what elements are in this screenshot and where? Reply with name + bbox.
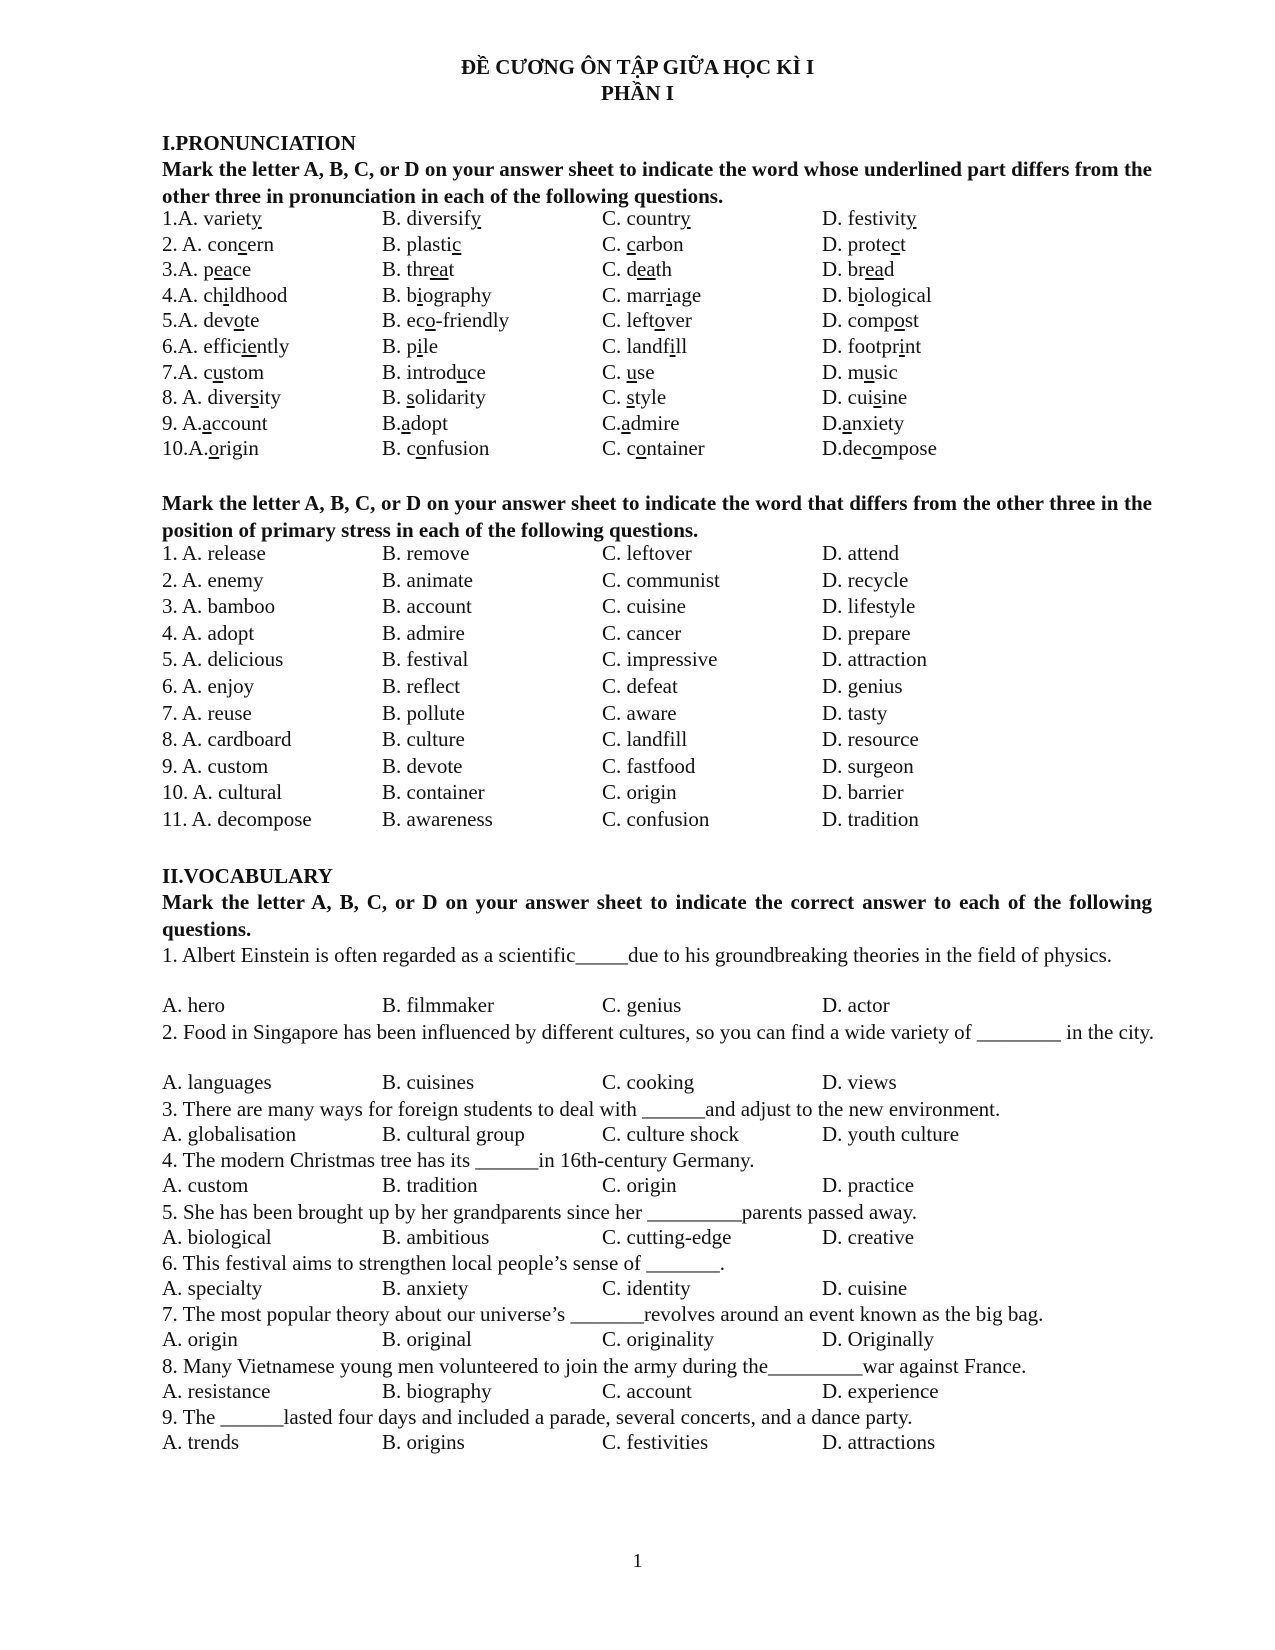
option-b: B. container — [382, 780, 485, 805]
option-a: 7.A. custom — [162, 359, 265, 384]
option-a: 5.A. devote — [162, 308, 260, 333]
underlined-part: s — [250, 385, 259, 410]
option-d: D. resource — [822, 727, 919, 752]
option-a: A. languages — [162, 1070, 272, 1094]
option-b: B. account — [382, 594, 472, 619]
option-a: 2. A. enemy — [162, 567, 264, 592]
question-row — [162, 807, 1152, 834]
question-text: 9. The ______lasted four days and included a parade, several concerts, and a dance party. — [162, 1405, 913, 1429]
underlined-part: ea — [865, 257, 884, 282]
question-row — [162, 674, 1152, 701]
option-c: C. landfill — [602, 727, 688, 752]
question-row — [162, 283, 1152, 310]
option-b: B. tradition — [382, 1172, 478, 1197]
question-text: 4. The modern Christmas tree has its ______in 16th-century Germany. — [162, 1148, 755, 1172]
answer-options — [162, 1122, 1152, 1149]
option-d: D. surgeon — [822, 753, 914, 778]
page-number: 1 — [632, 1550, 643, 1572]
underlined-part: i — [899, 334, 905, 358]
option-b: B. anxiety — [382, 1275, 469, 1300]
option-c: C. marriage — [602, 282, 702, 307]
option-b: B. introduce — [382, 359, 486, 384]
answer-options — [162, 993, 1152, 1020]
option-c: C. cooking — [602, 1070, 695, 1094]
question-row — [162, 308, 1152, 335]
underlined-part: s — [406, 385, 415, 410]
answer-options — [162, 1430, 1152, 1457]
underlined-part: o — [654, 308, 665, 333]
underlined-part: ie — [241, 334, 257, 358]
option-a: A. globalisation — [162, 1121, 297, 1146]
option-c: C. impressive — [602, 647, 718, 672]
option-d: D. bread — [822, 257, 895, 282]
option-c: C.admire — [602, 410, 680, 435]
option-d: D. cuisine — [822, 385, 908, 410]
option-d: D. protect — [822, 231, 906, 256]
option-b: B. cuisines — [382, 1070, 475, 1094]
option-c: C. leftover — [602, 308, 692, 333]
option-b: B. threat — [382, 257, 455, 282]
option-d: D. festivity — [822, 206, 917, 230]
option-b: B. plastic — [382, 231, 462, 256]
question-text: 6. This festival aims to strengthen local people’s sense of _______. — [162, 1251, 726, 1275]
option-c: C. cancer — [602, 620, 682, 645]
option-d: D. attractions — [822, 1429, 936, 1454]
option-d: D. music — [822, 359, 898, 384]
option-a: A. specialty — [162, 1275, 263, 1300]
underlined-part: i — [666, 282, 672, 307]
underlined-part: u — [212, 359, 224, 384]
option-d: D. practice — [822, 1172, 915, 1197]
option-c: C. death — [602, 257, 673, 282]
question-row — [162, 568, 1152, 595]
option-d: D. youth culture — [822, 1121, 960, 1146]
option-b: B.adopt — [382, 410, 448, 435]
question-row — [162, 594, 1152, 621]
option-b: B. reflect — [382, 674, 461, 698]
option-a: A. trends — [162, 1429, 239, 1454]
option-d: D. views — [822, 1070, 897, 1094]
option-b: B. festival — [382, 647, 469, 672]
question-row — [162, 257, 1152, 284]
pronunciation-instruction: Mark the letter A, B, C, or D on your answer sheet to indicate the word whose underlined part differs from the other three in pronunciation in each of the following questions. — [162, 157, 1152, 208]
underlined-part: c — [626, 231, 636, 256]
option-b: B. confusion — [382, 436, 490, 461]
underlined-part: o — [425, 308, 436, 333]
option-c: C. container — [602, 436, 705, 461]
option-d: D. tasty — [822, 700, 888, 725]
underlined-part: a — [842, 410, 852, 435]
question-text: 8. Many Vietnamese young men volunteered to join the army during the_________war against France. — [162, 1354, 1027, 1378]
question-row — [162, 647, 1152, 674]
stress-instruction: Mark the letter A, B, C, or D on your answer sheet to indicate the word that differs from the other three in the position of primary stress in each of the following questions. — [162, 491, 1152, 542]
underlined-part: u — [864, 359, 875, 384]
option-a: 6. A. enjoy — [162, 674, 255, 698]
underlined-part: s — [626, 385, 635, 410]
option-c: C. originality — [602, 1326, 714, 1351]
option-b: B. diversify — [382, 206, 482, 230]
question-row — [162, 360, 1152, 387]
option-c: C. identity — [602, 1275, 691, 1300]
underlined-part: o — [233, 308, 245, 333]
option-c: C. country — [602, 206, 691, 230]
option-d: D. experience — [822, 1378, 939, 1403]
option-c: C. origin — [602, 1172, 677, 1197]
underlined-part: o — [871, 436, 883, 461]
option-d: D. Originally — [822, 1326, 934, 1351]
underlined-part: o — [208, 436, 220, 461]
option-b: B. pile — [382, 334, 439, 358]
underlined-part: a — [401, 410, 411, 435]
part-title: PHẦN I — [601, 81, 674, 105]
document-title: ĐỀ CƯƠNG ÔN TẬP GIỮA HỌC KÌ I — [460, 55, 815, 79]
vocabulary-instruction: Mark the letter A, B, C, or D on your answer sheet to indicate the correct answer to each of the following questions. — [162, 890, 1152, 941]
option-a: A. hero — [162, 993, 225, 1017]
option-c: C. defeat — [602, 674, 678, 698]
option-a: 1. A. release — [162, 541, 266, 565]
option-b: B. eco-friendly — [382, 308, 510, 333]
question-row — [162, 206, 1152, 233]
underlined-part: o — [894, 308, 905, 333]
underlined-part: y — [251, 206, 262, 230]
option-c: C. fastfood — [602, 753, 696, 778]
option-d: D. attend — [822, 541, 899, 565]
option-d: D. prepare — [822, 620, 911, 645]
option-a: 3.A. peace — [162, 257, 252, 282]
answer-options — [162, 1070, 1152, 1097]
option-b: B. pollute — [382, 700, 465, 725]
option-c: C. cuisine — [602, 594, 686, 619]
underlined-part: i — [858, 282, 865, 307]
question-text: 3. There are many ways for foreign students to deal with ______and adjust to the new environment. — [162, 1097, 1001, 1121]
option-d: D. biological — [822, 282, 932, 307]
option-d: D. actor — [822, 993, 890, 1017]
option-a: 9. A.account — [162, 410, 268, 435]
answer-options — [162, 1327, 1152, 1354]
vocabulary-heading: II.VOCABULARY — [162, 864, 333, 888]
option-a: A. custom — [162, 1172, 249, 1197]
option-a: 1.A. variety — [162, 206, 262, 230]
option-c: C. account — [602, 1378, 692, 1403]
option-a: 5. A. delicious — [162, 647, 284, 672]
option-b: B. solidarity — [382, 385, 486, 410]
option-d: D. footprint — [822, 334, 922, 358]
option-d: D. genius — [822, 674, 903, 698]
underlined-part: o — [415, 436, 427, 461]
underlined-part: u — [626, 359, 638, 384]
option-a: 8. A. diversity — [162, 385, 282, 410]
question-text: 7. The most popular theory about our universe’s _______revolves around an event known as the big bag. — [162, 1302, 1044, 1326]
question-row — [162, 541, 1152, 568]
option-c: C. genius — [602, 993, 682, 1017]
option-a: 10. A. cultural — [162, 780, 283, 805]
option-d: D. barrier — [822, 780, 904, 805]
underlined-part: i — [223, 282, 230, 307]
option-a: 4.A. childhood — [162, 282, 288, 307]
option-c: C. confusion — [602, 807, 710, 831]
question-row — [162, 621, 1152, 648]
question-row — [162, 232, 1152, 259]
option-b: B. devote — [382, 753, 463, 778]
underlined-part: u — [456, 359, 468, 384]
answer-options — [162, 1379, 1152, 1406]
option-c: C. use — [602, 359, 655, 384]
option-d: D.decompose — [822, 436, 937, 461]
option-d: D. lifestyle — [822, 594, 916, 619]
underlined-part: a — [621, 410, 631, 435]
underlined-part: c — [890, 231, 901, 256]
option-d: D. cuisine — [822, 1275, 908, 1300]
option-b: B. origins — [382, 1429, 465, 1454]
option-a: 8. A. cardboard — [162, 727, 292, 752]
option-b: B. admire — [382, 620, 465, 645]
underlined-part: a — [202, 410, 212, 435]
question-row — [162, 334, 1152, 361]
option-c: C. style — [602, 385, 667, 410]
question-row — [162, 780, 1152, 807]
underlined-part: o — [635, 436, 647, 461]
option-a: 11. A. decompose — [162, 807, 312, 831]
option-a: A. origin — [162, 1326, 238, 1351]
underlined-part: y — [906, 206, 917, 230]
underlined-part: ea — [637, 257, 656, 282]
question-text: 1. Albert Einstein is often regarded as a scientific_____due to his groundbreaking theories in the field of physics. — [162, 943, 1113, 967]
question-row — [162, 727, 1152, 754]
answer-options — [162, 1225, 1152, 1252]
option-c: C. culture shock — [602, 1121, 740, 1146]
option-a: 10.A.origin — [162, 436, 259, 461]
underlined-part: i — [417, 282, 423, 307]
answer-options — [162, 1276, 1152, 1303]
option-a: 4. A. adopt — [162, 620, 255, 645]
option-b: B. remove — [382, 541, 470, 565]
option-d: D. attraction — [822, 647, 927, 672]
option-a: 7. A. reuse — [162, 700, 252, 725]
question-row — [162, 411, 1152, 438]
option-d: D. recycle — [822, 567, 909, 592]
option-a: A. biological — [162, 1224, 272, 1249]
question-row — [162, 385, 1152, 412]
option-c: C. landfill — [602, 334, 688, 358]
option-b: B. cultural group — [382, 1121, 525, 1146]
option-a: 9. A. custom — [162, 753, 269, 778]
question-row — [162, 701, 1152, 728]
option-b: B. culture — [382, 727, 465, 752]
option-c: C. leftover — [602, 541, 692, 565]
underlined-part: i — [417, 334, 423, 358]
underlined-part: s — [873, 385, 882, 410]
option-a: 2. A. concern — [162, 231, 274, 256]
option-b: B. animate — [382, 567, 473, 592]
option-d: D.anxiety — [822, 410, 905, 435]
underlined-part: y — [470, 206, 482, 230]
question-row — [162, 754, 1152, 781]
option-d: D. creative — [822, 1224, 915, 1249]
option-c: C. festivities — [602, 1429, 709, 1454]
option-a: A. resistance — [162, 1378, 271, 1403]
answer-options — [162, 1173, 1152, 1200]
option-c: C. origin — [602, 780, 677, 805]
question-text: 5. She has been brought up by her grandparents since her _________parents passed away. — [162, 1200, 918, 1224]
option-b: B. awareness — [382, 807, 493, 831]
question-row — [162, 436, 1152, 463]
option-b: B. biography — [382, 282, 492, 307]
option-a: 3. A. bamboo — [162, 594, 276, 619]
pronunciation-heading: I.PRONUNCIATION — [162, 131, 356, 155]
underlined-part: i — [669, 334, 676, 358]
option-b: B. ambitious — [382, 1224, 490, 1249]
option-c: C. aware — [602, 700, 677, 725]
underlined-part: ea — [213, 257, 233, 282]
option-b: B. biography — [382, 1378, 492, 1403]
option-d: D. tradition — [822, 807, 919, 831]
option-b: B. filmmaker — [382, 993, 494, 1017]
option-a: 6.A. efficiently — [162, 334, 290, 358]
underlined-part: c — [452, 231, 462, 256]
option-d: D. compost — [822, 308, 919, 333]
underlined-part: c — [237, 231, 248, 256]
option-c: C. carbon — [602, 231, 684, 256]
question-text: 2. Food in Singapore has been influenced by different cultures, so you can find a wide variety of ________ in the city. — [162, 1020, 1155, 1044]
option-b: B. original — [382, 1326, 472, 1351]
underlined-part: y — [680, 206, 691, 230]
option-c: C. cutting-edge — [602, 1224, 732, 1249]
option-c: C. communist — [602, 567, 720, 592]
underlined-part: ea — [429, 257, 449, 282]
